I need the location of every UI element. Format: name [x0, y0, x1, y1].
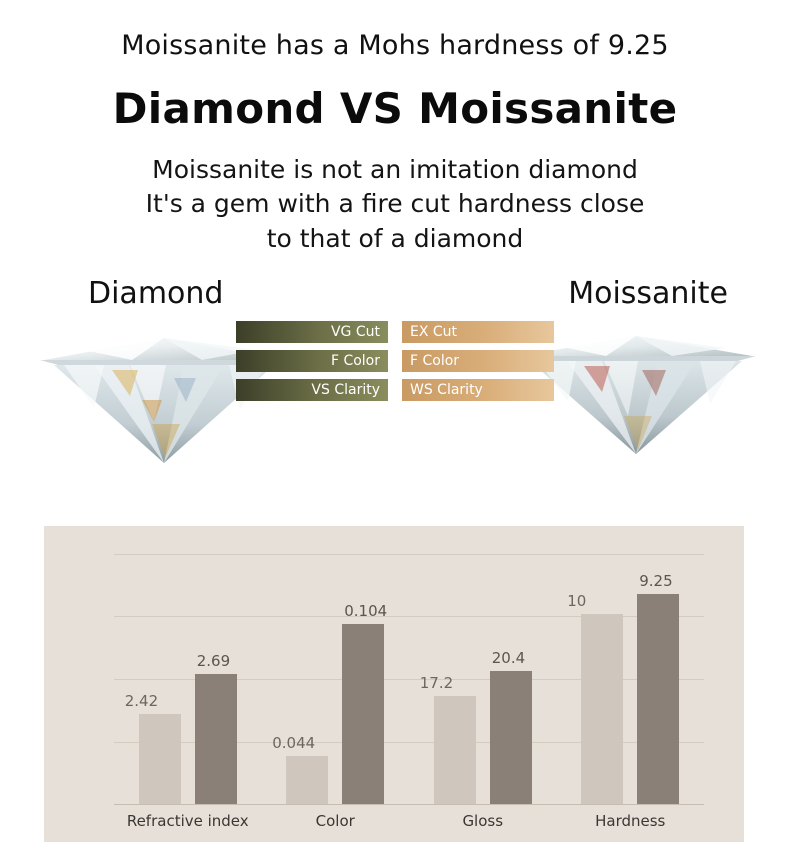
category-labels [114, 808, 704, 830]
bar-groups [114, 554, 704, 804]
bar-wrap [342, 554, 388, 804]
bar-diamond [581, 614, 623, 804]
bar-value-label: 0.104 [344, 602, 388, 620]
moissanite-label: Moissanite [568, 276, 728, 312]
badge-moissanite-cut: EX Cut [402, 321, 554, 343]
category-label: Refractive index [126, 812, 249, 830]
bar-group [557, 554, 705, 804]
diamond-badges [236, 321, 388, 401]
page-title: Diamond VS Moissanite [112, 84, 678, 134]
bar-group [114, 554, 262, 804]
bar-wrap [419, 554, 476, 804]
bar-diamond [286, 756, 328, 804]
bar-wrap [195, 554, 237, 804]
badge-diamond-cut: VG Cut [236, 321, 388, 343]
bar-moissanite [195, 674, 237, 804]
gem-comparison [0, 276, 790, 491]
bar-group [262, 554, 410, 804]
bar-wrap [490, 554, 532, 804]
category-label: Hardness [595, 812, 666, 830]
bar-value-label: 2.69 [196, 652, 231, 670]
bar-diamond [434, 696, 476, 804]
subtitle-line-2: It's a gem with a fire cut hardness close [145, 189, 645, 219]
category-label: Color [315, 812, 355, 830]
bar-moissanite [637, 594, 679, 804]
subtitle [0, 135, 790, 257]
subtitle-line-1: Moissanite is not an imitation diamond [152, 154, 638, 184]
bar-value-label: 17.2 [419, 674, 454, 692]
badge-diamond-clarity: VS Clarity [236, 379, 388, 401]
badge-rows [236, 321, 554, 401]
diamond-label: Diamond [88, 276, 224, 312]
bar-value-label: 9.25 [639, 572, 673, 590]
bar-value-label: 10 [567, 592, 587, 610]
bar-wrap [637, 554, 679, 804]
badge-moissanite-color: F Color [402, 350, 554, 372]
bar-diamond [139, 714, 181, 804]
badge-diamond-color: F Color [236, 350, 388, 372]
headline-top: Moissanite has a Mohs hardness of 9.25 [121, 30, 669, 61]
subtitle-line-3: to that of a diamond [266, 223, 524, 253]
comparison-bar-chart [44, 526, 744, 842]
bar-wrap [567, 554, 623, 804]
bar-wrap [272, 554, 328, 804]
badge-moissanite-clarity: WS Clarity [402, 379, 554, 401]
chart-plot-area [114, 554, 704, 804]
category-label: Gloss [462, 812, 504, 830]
moissanite-badges [402, 321, 554, 401]
bar-value-label: 2.42 [124, 692, 159, 710]
bar-value-label: 20.4 [491, 649, 526, 667]
bar-value-label: 0.044 [272, 734, 316, 752]
x-axis [114, 804, 704, 805]
bar-moissanite [490, 671, 532, 804]
bar-wrap [124, 554, 181, 804]
bar-group [409, 554, 557, 804]
bar-moissanite [342, 624, 384, 804]
